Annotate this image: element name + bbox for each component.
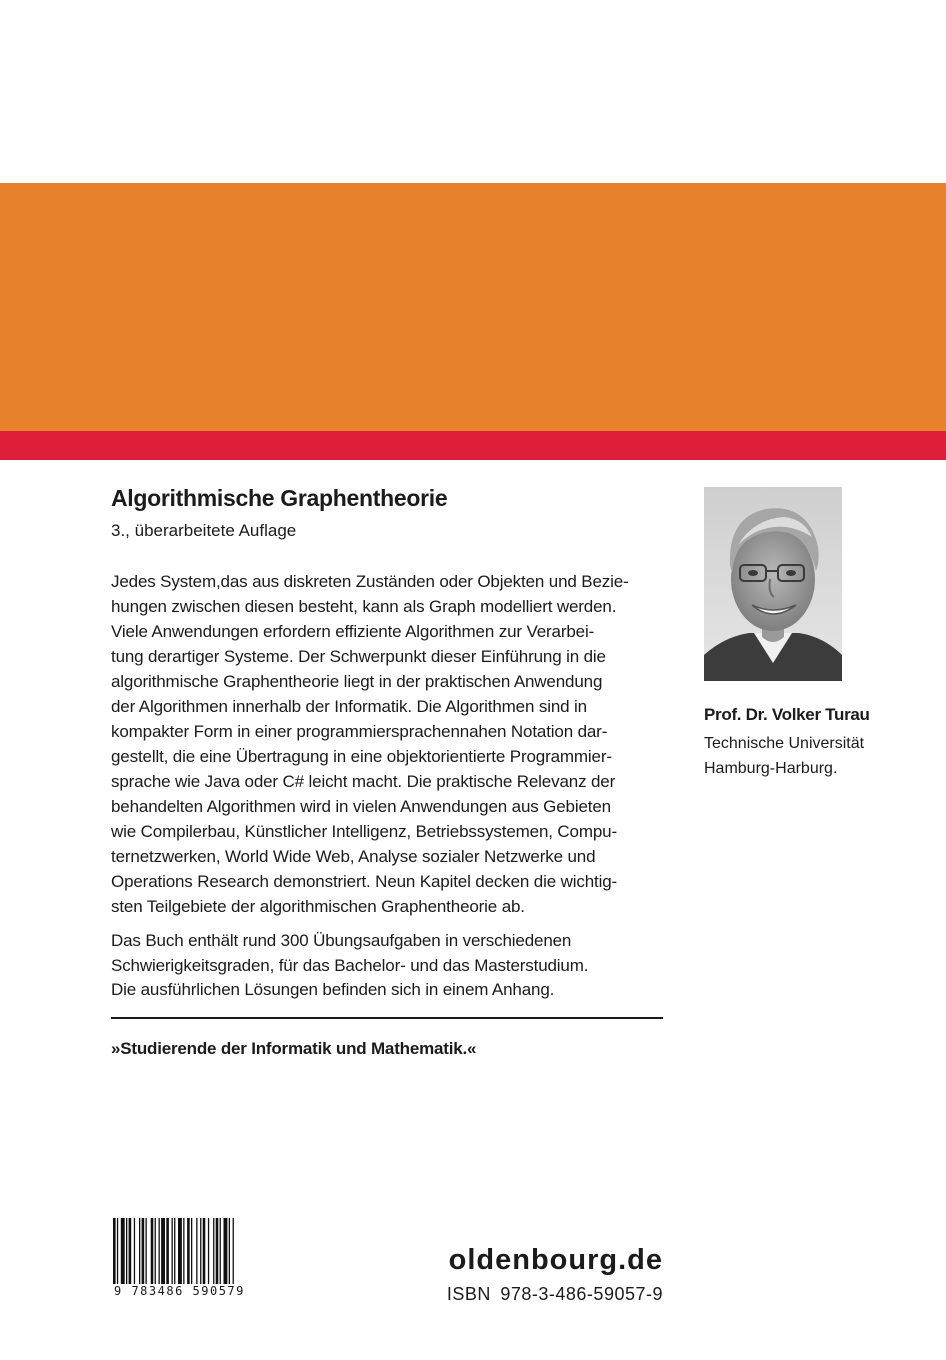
barcode-bar [224,1218,228,1284]
book-edition: 3., überarbeitete Auflage [111,521,297,540]
barcode-bar [220,1218,221,1284]
red-stripe [0,431,946,460]
author-affiliation [704,731,864,781]
barcode-bar [126,1218,127,1284]
book-title: Algorithmische Graphentheorie [111,485,448,511]
description-line: der Algorithmen innerhalb der Informatik. Die Algorithmen sind in [111,697,587,716]
barcode-bar [134,1218,135,1284]
barcode-bar [161,1218,165,1284]
barcode-bar [208,1218,209,1284]
barcode-bar [178,1218,182,1284]
exercises-line: Die ausführlichen Lösungen befinden sich in einem Anhang. [111,980,555,999]
barcode-bar [200,1218,201,1284]
description-line: ternetzwerken, World Wide Web, Analyse sozialer Netzwerke und [111,847,596,866]
isbn-number: ISBN 978-3-486-59057-9 [446,1284,663,1304]
barcode-bar [139,1218,140,1284]
exercises-line: Das Buch enthält rund 300 Übungsaufgaben in verschiedenen [111,931,572,950]
description-line: tung derartiger Systeme. Der Schwerpunkt dieser Einführung in die [111,647,606,666]
exercises-paragraph [111,929,671,1003]
barcode-bar [203,1218,206,1284]
description-line: behandelten Algorithmen wird in vielen Anwendungen aus Gebieten [111,797,611,816]
description-line: Viele Anwendungen erfordern effiziente Algorithmen zur Verarbei- [111,622,595,641]
barcode-bar [174,1218,175,1292]
description-line: kompakter Form in einer programmiersprachennahen Notation dar- [111,722,608,741]
barcode-bar [166,1218,169,1284]
barcode-bar [159,1218,160,1284]
target-audience: »Studierende der Informatik und Mathematik.« [111,1039,477,1058]
barcode-bar [196,1218,197,1284]
barcode-bar [216,1218,219,1284]
description-line: sprache wie Java oder C# leicht macht. Die praktische Relevanz der [111,772,616,791]
barcode-bar [229,1218,230,1284]
divider-rule [111,1017,663,1019]
description-line: hungen zwischen diesen besteht, kann als Graph modelliert werden. [111,597,617,616]
barcode-bar [155,1218,156,1284]
barcode-bar [129,1218,132,1284]
publisher-website: oldenbourg.de [448,1244,663,1276]
barcode-bar [213,1218,214,1284]
affiliation-line: Technische Universität [704,735,865,752]
description-line: Jedes System,das aus diskreten Zuständen oder Objekten und Bezie- [111,572,629,591]
exercises-line: Schwierigkeitsgraden, für das Bachelor- und das Masterstudium. [111,955,589,975]
affiliation-line: Hamburg-Harburg. [704,760,838,777]
barcode-bar [113,1218,116,1292]
barcode-bar [121,1218,125,1284]
description-line: sten Teilgebiete der algorithmischen Graphentheorie ab. [111,897,525,916]
description-paragraph [111,569,671,919]
description-line: gestellt, die eine Übertragung in eine objektorientierte Programmier- [111,747,612,766]
description-line: algorithmische Graphentheorie liegt in der praktischen Anwendung [111,672,603,691]
description-line: Operations Research demonstriert. Neun Kapitel decken die wichtig- [111,872,618,891]
barcode-digits: 9 783486 590579 [114,1284,245,1298]
barcode-bar [172,1218,173,1284]
author-name: Prof. Dr. Volker Turau [704,705,870,724]
barcode-bar [146,1218,147,1284]
barcode-bar [191,1218,192,1284]
author-photo [704,487,842,681]
barcode-bar [151,1218,154,1284]
description-line: wie Compilerbau, Künstlicher Intelligenz, Betriebssystemen, Compu- [111,822,617,841]
barcode-bar [233,1218,234,1292]
barcode-bar [142,1218,145,1284]
barcode-bar [183,1218,184,1284]
barcode-bar [187,1218,190,1284]
orange-header-band [0,183,946,431]
barcode-bar [117,1218,118,1292]
author-portrait-icon [704,487,842,681]
